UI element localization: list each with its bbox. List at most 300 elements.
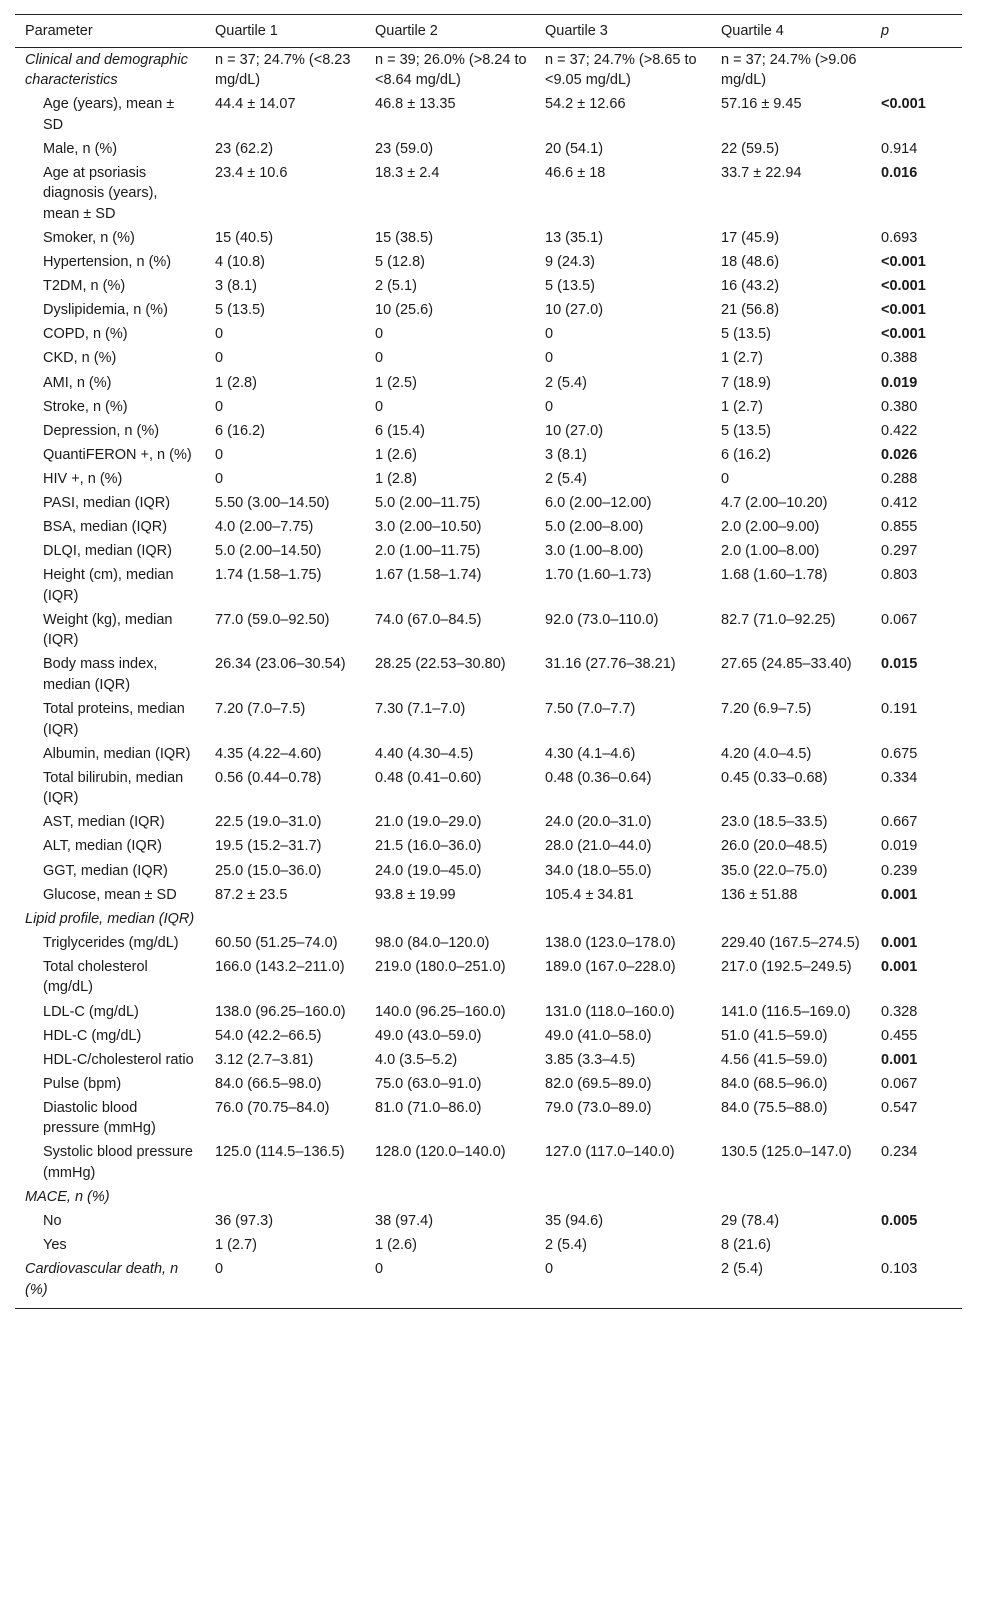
quartile-4-cell: 21 (56.8) — [721, 302, 780, 319]
quartile-2-cell: 1 (2.6) — [375, 1237, 417, 1254]
quartile-1-cell: 0 — [205, 1258, 365, 1309]
quartile-3-cell: 7.50 (7.0–7.7) — [545, 701, 636, 718]
table-row — [15, 1024, 962, 1048]
section-row — [15, 1258, 962, 1309]
table-row — [15, 931, 962, 955]
quartile-2-cell: 5.0 (2.00–11.75) — [375, 495, 481, 511]
parameter-cell — [15, 323, 205, 347]
quartile-2-cell: 23 (59.0) — [375, 140, 434, 157]
quartile-4-cell: 141.0 (116.5–169.0) — [721, 1003, 851, 1020]
quartile-3-cell: 3.0 (1.00–8.00) — [545, 543, 644, 560]
quartile-3-cell: 13 (35.1) — [545, 229, 604, 246]
p-value-cell: 0.388 — [881, 350, 918, 367]
quartile-4-cell: 82.7 (71.0–92.25) — [721, 611, 836, 628]
table-row — [15, 1096, 962, 1141]
parameter-label: Triglycerides (mg/dL) — [43, 934, 179, 951]
quartile-2-cell: 1.67 (1.58–1.74) — [375, 567, 482, 584]
quartile-3-cell: 10 (27.0) — [545, 302, 604, 319]
p-value-cell: 0.234 — [881, 1144, 918, 1161]
parameter-cell — [15, 48, 205, 93]
quartile-4-cell: 2.0 (2.00–9.00) — [721, 519, 820, 536]
p-value-cell: 0.239 — [881, 862, 918, 879]
parameter-label: ALT, median (IQR) — [43, 838, 162, 855]
quartile-2-cell: 21.0 (19.0–29.0) — [375, 814, 482, 831]
quartile-3-cell: 9 (24.3) — [545, 254, 595, 271]
table-row — [15, 443, 962, 467]
quartile-4-cell: 17 (45.9) — [721, 229, 780, 246]
table-row — [15, 250, 962, 274]
parameter-label: Yes — [43, 1237, 67, 1254]
parameter-label: Age (years), mean ± SD — [43, 96, 175, 133]
quartile-4-cell: 7 (18.9) — [721, 374, 771, 391]
quartile-3-cell: 2 (5.4) — [545, 1237, 587, 1254]
p-value-cell — [871, 1185, 962, 1209]
quartile-4-cell: 136 ± 51.88 — [721, 886, 798, 903]
parameter-cell — [15, 137, 205, 161]
quartile-3-cell: 0 — [545, 398, 554, 415]
quartile-4-cell: 1 (2.7) — [721, 350, 763, 367]
header-parameter: Parameter — [15, 15, 205, 48]
quartile-4-cell: 51.0 (41.5–59.0) — [721, 1027, 828, 1044]
quartile-2-cell: 0 — [375, 398, 384, 415]
quartile-2-cell: 0.48 (0.41–0.60) — [375, 769, 482, 786]
p-value-cell: 0.334 — [881, 769, 918, 786]
quartile-1-cell: 7.20 (7.0–7.5) — [215, 701, 306, 718]
quartile-3-cell: 189.0 (167.0–228.0) — [545, 958, 676, 975]
quartile-3-cell: 6.0 (2.00–12.00) — [545, 495, 652, 511]
table-row — [15, 766, 962, 811]
quartile-2-cell: 49.0 (43.0–59.0) — [375, 1027, 482, 1044]
table-row — [15, 395, 962, 419]
quartile-2-cell: 1 (2.8) — [375, 470, 417, 487]
quartile-2-cell: 93.8 ± 19.99 — [375, 886, 456, 903]
parameter-cell — [15, 931, 205, 955]
quartile-4-cell: 217.0 (192.5–249.5) — [721, 958, 852, 975]
table-row — [15, 137, 962, 161]
quartile-3-cell: 92.0 (73.0–110.0) — [545, 611, 659, 628]
table-row — [15, 93, 962, 138]
quartile-2-cell: 0 — [375, 350, 384, 367]
quartile-3-cell: 24.0 (20.0–31.0) — [545, 814, 652, 831]
quartile-2-cell: 75.0 (63.0–91.0) — [375, 1075, 482, 1092]
quartile-4-cell — [711, 1185, 871, 1209]
quartile-4-cell: 35.0 (22.0–75.0) — [721, 862, 828, 879]
parameter-label: Height (cm), median (IQR) — [43, 567, 174, 604]
section-label: Clinical and demographic characteristics — [25, 51, 188, 89]
quartile-2-cell: n = 39; 26.0% (>8.24 to <8.64 mg/dL) — [375, 51, 527, 89]
quartile-1-cell: 125.0 (114.5–136.5) — [215, 1144, 345, 1161]
parameter-cell — [15, 883, 205, 907]
quartile-1-cell: 60.50 (51.25–74.0) — [215, 934, 338, 951]
quartile-4-cell: 0.45 (0.33–0.68) — [721, 769, 828, 786]
quartile-4-cell: 29 (78.4) — [721, 1213, 780, 1230]
quartile-1-cell: 1 (2.7) — [215, 1237, 257, 1254]
parameter-cell — [15, 226, 205, 250]
p-value-cell: <0.001 — [881, 96, 926, 113]
quartile-2-cell: 2.0 (1.00–11.75) — [375, 543, 481, 560]
table-row — [15, 1141, 962, 1186]
quartile-3-cell: 79.0 (73.0–89.0) — [545, 1099, 652, 1116]
quartile-4-cell: 4.56 (41.5–59.0) — [721, 1051, 828, 1068]
quartile-4-cell: 130.5 (125.0–147.0) — [721, 1144, 852, 1161]
quartile-4-cell: 16 (43.2) — [721, 278, 780, 295]
p-value-cell: 0.547 — [881, 1099, 918, 1116]
parameter-label: Pulse (bpm) — [43, 1075, 122, 1092]
quartile-3-cell: 3.85 (3.3–4.5) — [545, 1051, 636, 1068]
p-value-cell: 0.103 — [871, 1258, 962, 1309]
parameter-label: Total proteins, median (IQR) — [43, 701, 185, 738]
quartile-2-cell: 5 (12.8) — [375, 254, 425, 271]
quartile-2-cell: 2 (5.1) — [375, 278, 417, 295]
table-row — [15, 275, 962, 299]
section-label: Cardiovascular death, n (%) — [25, 1261, 179, 1298]
quartile-3-cell: 54.2 ± 12.66 — [545, 96, 626, 113]
p-value-cell: 0.019 — [881, 374, 918, 391]
section-label: MACE, n (%) — [25, 1189, 110, 1206]
quartile-3-cell: 1.70 (1.60–1.73) — [545, 567, 652, 584]
table-row — [15, 419, 962, 443]
parameter-label: Glucose, mean ± SD — [43, 886, 177, 903]
table-row — [15, 161, 962, 226]
quartile-3-cell: 31.16 (27.76–38.21) — [545, 656, 676, 673]
quartile-3-cell: 0.48 (0.36–0.64) — [545, 769, 652, 786]
quartile-4-cell: 1.68 (1.60–1.78) — [721, 567, 828, 584]
table-row — [15, 835, 962, 859]
p-value-cell: 0.005 — [881, 1213, 918, 1230]
quartile-1-cell — [205, 1185, 365, 1209]
table-container — [15, 14, 962, 1309]
p-value-cell: 0.001 — [881, 934, 918, 951]
table-row — [15, 467, 962, 491]
quartile-4-cell: 2 (5.4) — [711, 1258, 871, 1309]
parameter-label: AMI, n (%) — [43, 374, 112, 391]
quartile-4-cell: 2.0 (1.00–8.00) — [721, 543, 820, 560]
quartile-4-cell: 4.7 (2.00–10.20) — [721, 495, 828, 511]
quartile-4-cell: 0 — [721, 470, 730, 487]
p-value-cell: 0.288 — [881, 470, 918, 487]
quartile-4-cell: 5 (13.5) — [721, 326, 771, 343]
quartile-3-cell: 131.0 (118.0–160.0) — [545, 1003, 675, 1020]
quartile-3-cell: 28.0 (21.0–44.0) — [545, 838, 652, 855]
parameter-cell — [15, 1234, 205, 1258]
parameter-label: Stroke, n (%) — [43, 398, 128, 415]
quartile-1-cell: 4.0 (2.00–7.75) — [215, 519, 314, 536]
parameter-cell — [15, 516, 205, 540]
quartile-4-cell: 33.7 ± 22.94 — [721, 164, 802, 181]
parameter-label: Age at psoriasis diagnosis (years), mean ± SD — [43, 164, 158, 222]
quartile-1-cell: 77.0 (59.0–92.50) — [215, 611, 330, 628]
quartile-1-cell: 4 (10.8) — [215, 254, 265, 271]
p-value-cell: 0.667 — [881, 814, 918, 831]
parameter-label: CKD, n (%) — [43, 350, 117, 367]
quartile-2-cell: 6 (15.4) — [375, 422, 425, 439]
quartile-1-cell: 5 (13.5) — [215, 302, 265, 319]
table-row — [15, 299, 962, 323]
p-value-cell: 0.412 — [881, 495, 918, 511]
parameter-label: Hypertension, n (%) — [43, 254, 172, 271]
section-row — [15, 48, 962, 93]
quartile-3-cell: 2 (5.4) — [545, 470, 587, 487]
p-value-cell: 0.297 — [881, 543, 918, 560]
quartile-2-cell — [365, 1185, 535, 1209]
quartile-2-cell: 1 (2.5) — [375, 374, 417, 391]
header-quartile-4: Quartile 4 — [711, 15, 871, 48]
parameter-cell — [15, 1000, 205, 1024]
p-value-cell: 0.914 — [881, 140, 918, 157]
parameter-cell — [15, 811, 205, 835]
parameter-label: COPD, n (%) — [43, 326, 128, 343]
p-value-cell: 0.675 — [881, 745, 918, 762]
quartile-1-cell: 0 — [215, 398, 224, 415]
quartile-4-cell: 84.0 (68.5–96.0) — [721, 1075, 828, 1092]
quartile-4-cell: 229.40 (167.5–274.5) — [721, 934, 860, 951]
parameter-label: HDL-C/cholesterol ratio — [43, 1051, 194, 1068]
parameter-cell — [15, 1210, 205, 1234]
parameter-cell — [15, 742, 205, 766]
p-value-cell: 0.001 — [881, 1051, 918, 1068]
parameter-label: GGT, median (IQR) — [43, 862, 168, 879]
parameter-cell — [15, 835, 205, 859]
quartile-3-cell: 105.4 ± 34.81 — [545, 886, 634, 903]
quartile-2-cell — [365, 907, 535, 931]
p-value-cell: <0.001 — [881, 254, 926, 271]
table-row — [15, 608, 962, 653]
quartile-1-cell: 5.0 (2.00–14.50) — [215, 543, 322, 560]
quartile-3-cell: 127.0 (117.0–140.0) — [545, 1144, 675, 1161]
quartile-3-cell: 5 (13.5) — [545, 278, 595, 295]
p-value-cell: 0.067 — [881, 611, 918, 628]
quartile-3-cell: 0 — [545, 350, 554, 367]
parameter-cell — [15, 395, 205, 419]
quartile-1-cell: 5.50 (3.00–14.50) — [215, 495, 330, 511]
quartile-2-cell: 1 (2.6) — [375, 446, 417, 463]
quartile-4-cell — [711, 907, 871, 931]
p-value-cell: 0.693 — [881, 229, 918, 246]
parameter-label: T2DM, n (%) — [43, 278, 126, 295]
parameter-label: DLQI, median (IQR) — [43, 543, 172, 560]
p-value-cell: <0.001 — [881, 302, 926, 319]
parameter-label: PASI, median (IQR) — [43, 495, 171, 511]
quartile-2-cell: 38 (97.4) — [375, 1213, 434, 1230]
quartile-2-cell: 140.0 (96.25–160.0) — [375, 1003, 506, 1020]
table-row — [15, 491, 962, 515]
quartile-2-cell: 4.40 (4.30–4.5) — [375, 745, 474, 762]
quartile-1-cell: 0 — [215, 350, 224, 367]
quartile-2-cell: 18.3 ± 2.4 — [375, 164, 440, 181]
p-value-cell: 0.015 — [881, 656, 918, 673]
quartile-3-cell: 20 (54.1) — [545, 140, 604, 157]
parameter-cell — [15, 1258, 205, 1309]
parameter-cell — [15, 467, 205, 491]
p-value-cell: 0.803 — [881, 567, 918, 584]
quartile-2-cell: 0 — [375, 326, 384, 343]
quartile-1-cell — [205, 907, 365, 931]
quartile-4-cell: 57.16 ± 9.45 — [721, 96, 802, 113]
quartile-1-cell: 54.0 (42.2–66.5) — [215, 1027, 322, 1044]
table-row — [15, 1048, 962, 1072]
quartile-1-cell: 1 (2.8) — [215, 374, 257, 391]
parameter-cell — [15, 1185, 205, 1209]
quartile-1-cell: 26.34 (23.06–30.54) — [215, 656, 346, 673]
quartile-1-cell: 0 — [215, 446, 224, 463]
table-row — [15, 859, 962, 883]
p-value-cell: <0.001 — [881, 278, 926, 295]
p-value-cell — [871, 1234, 962, 1258]
parameter-cell — [15, 955, 205, 1000]
section-row — [15, 1185, 962, 1209]
quartile-3-cell: 2 (5.4) — [545, 374, 587, 391]
quartile-1-cell: 44.4 ± 14.07 — [215, 96, 296, 113]
quartile-2-cell: 3.0 (2.00–10.50) — [375, 519, 482, 536]
parameter-label: No — [43, 1213, 62, 1230]
parameter-cell — [15, 564, 205, 609]
table-row — [15, 1072, 962, 1096]
parameter-label: BSA, median (IQR) — [43, 519, 168, 536]
parameter-label: AST, median (IQR) — [43, 814, 165, 831]
parameter-label: Male, n (%) — [43, 140, 118, 157]
parameter-cell — [15, 1141, 205, 1186]
p-value-cell: 0.016 — [881, 164, 918, 181]
table-row — [15, 347, 962, 371]
quartile-3-cell: n = 37; 24.7% (>8.65 to <9.05 mg/dL) — [545, 51, 697, 89]
quartile-4-cell: 7.20 (6.9–7.5) — [721, 701, 812, 718]
parameter-cell — [15, 299, 205, 323]
quartile-2-cell: 15 (38.5) — [375, 229, 434, 246]
p-value-cell: 0.328 — [881, 1003, 918, 1020]
quartile-4-cell: 5 (13.5) — [721, 422, 771, 439]
quartile-1-cell: 1.74 (1.58–1.75) — [215, 567, 322, 584]
quartile-2-cell: 4.0 (3.5–5.2) — [375, 1051, 458, 1068]
quartile-3-cell: 3 (8.1) — [545, 446, 587, 463]
p-value-cell: 0.001 — [881, 886, 918, 903]
quartile-1-cell: 19.5 (15.2–31.7) — [215, 838, 322, 855]
header-quartile-1: Quartile 1 — [205, 15, 365, 48]
parameter-cell — [15, 1096, 205, 1141]
header-quartile-3: Quartile 3 — [535, 15, 711, 48]
p-value-cell: 0.855 — [881, 519, 918, 536]
parameter-cell — [15, 653, 205, 698]
quartile-1-cell: 4.35 (4.22–4.60) — [215, 745, 322, 762]
quartile-3-cell: 0 — [545, 326, 554, 343]
quartile-3-cell: 0 — [535, 1258, 711, 1309]
header-row — [15, 15, 962, 48]
quartile-1-cell: 15 (40.5) — [215, 229, 274, 246]
quartile-1-cell: 23 (62.2) — [215, 140, 274, 157]
parameter-cell — [15, 93, 205, 138]
quartile-4-cell: n = 37; 24.7% (>9.06 mg/dL) — [721, 51, 857, 89]
p-value-cell: 0.380 — [881, 398, 918, 415]
table-row — [15, 516, 962, 540]
table-row — [15, 323, 962, 347]
quartile-4-cell: 84.0 (75.5–88.0) — [721, 1099, 828, 1116]
parameter-cell — [15, 608, 205, 653]
p-value-cell: 0.067 — [881, 1075, 918, 1092]
data-table — [15, 14, 962, 1309]
quartile-2-cell: 21.5 (16.0–36.0) — [375, 838, 482, 855]
quartile-1-cell: 0.56 (0.44–0.78) — [215, 769, 322, 786]
quartile-2-cell: 0 — [365, 1258, 535, 1309]
quartile-1-cell: n = 37; 24.7% (<8.23 mg/dL) — [215, 51, 351, 89]
parameter-cell — [15, 275, 205, 299]
parameter-cell — [15, 491, 205, 515]
table-row — [15, 226, 962, 250]
quartile-1-cell: 22.5 (19.0–31.0) — [215, 814, 322, 831]
quartile-1-cell: 87.2 ± 23.5 — [215, 886, 288, 903]
parameter-label: Weight (kg), median (IQR) — [43, 611, 173, 649]
parameter-label: Systolic blood pressure (mmHg) — [43, 1144, 193, 1181]
quartile-3-cell — [535, 1185, 711, 1209]
quartile-1-cell: 84.0 (66.5–98.0) — [215, 1075, 322, 1092]
parameter-label: Albumin, median (IQR) — [43, 745, 191, 762]
quartile-1-cell: 23.4 ± 10.6 — [215, 164, 288, 181]
section-row — [15, 907, 962, 931]
quartile-2-cell: 74.0 (67.0–84.5) — [375, 611, 482, 628]
quartile-2-cell: 10 (25.6) — [375, 302, 434, 319]
quartile-1-cell: 3 (8.1) — [215, 278, 257, 295]
parameter-label: Smoker, n (%) — [43, 229, 135, 246]
quartile-4-cell: 22 (59.5) — [721, 140, 780, 157]
p-value-cell: 0.455 — [881, 1027, 918, 1044]
quartile-3-cell: 82.0 (69.5–89.0) — [545, 1075, 652, 1092]
p-value-cell: <0.001 — [881, 326, 926, 343]
table-row — [15, 883, 962, 907]
parameter-label: LDL-C (mg/dL) — [43, 1003, 139, 1020]
parameter-cell — [15, 907, 205, 931]
table-row — [15, 1000, 962, 1024]
section-label: Lipid profile, median (IQR) — [25, 910, 195, 927]
header-p-value: p — [871, 15, 962, 48]
quartile-1-cell: 25.0 (15.0–36.0) — [215, 862, 322, 879]
p-value-cell: 0.026 — [881, 446, 918, 463]
table-body — [15, 48, 962, 1309]
parameter-cell — [15, 443, 205, 467]
quartile-3-cell: 34.0 (18.0–55.0) — [545, 862, 652, 879]
table-row — [15, 1210, 962, 1234]
quartile-2-cell: 98.0 (84.0–120.0) — [375, 934, 490, 951]
table-row — [15, 955, 962, 1000]
table-row — [15, 697, 962, 742]
parameter-label: Depression, n (%) — [43, 422, 160, 439]
parameter-label: HDL-C (mg/dL) — [43, 1027, 142, 1044]
parameter-cell — [15, 1024, 205, 1048]
p-value-cell: 0.019 — [881, 838, 918, 855]
p-value-cell: 0.001 — [881, 958, 918, 975]
quartile-4-cell: 1 (2.7) — [721, 398, 763, 415]
quartile-4-cell: 27.65 (24.85–33.40) — [721, 656, 852, 673]
parameter-cell — [15, 1072, 205, 1096]
parameter-label: Total cholesterol (mg/dL) — [43, 958, 148, 996]
quartile-4-cell: 26.0 (20.0–48.5) — [721, 838, 828, 855]
table-row — [15, 742, 962, 766]
quartile-3-cell: 4.30 (4.1–4.6) — [545, 745, 636, 762]
quartile-2-cell: 219.0 (180.0–251.0) — [375, 958, 506, 975]
parameter-label: Total bilirubin, median (IQR) — [43, 769, 184, 807]
quartile-3-cell: 46.6 ± 18 — [545, 164, 606, 181]
table-header — [15, 15, 962, 48]
parameter-cell — [15, 419, 205, 443]
parameter-cell — [15, 250, 205, 274]
parameter-label: QuantiFERON +, n (%) — [43, 446, 192, 463]
quartile-1-cell: 3.12 (2.7–3.81) — [215, 1051, 314, 1068]
quartile-4-cell: 23.0 (18.5–33.5) — [721, 814, 828, 831]
quartile-1-cell: 76.0 (70.75–84.0) — [215, 1099, 330, 1116]
table-row — [15, 540, 962, 564]
p-value-cell — [871, 48, 962, 93]
header-quartile-2: Quartile 2 — [365, 15, 535, 48]
quartile-3-cell: 138.0 (123.0–178.0) — [545, 934, 676, 951]
p-value-cell: 0.191 — [881, 701, 918, 718]
quartile-2-cell: 128.0 (120.0–140.0) — [375, 1144, 506, 1161]
